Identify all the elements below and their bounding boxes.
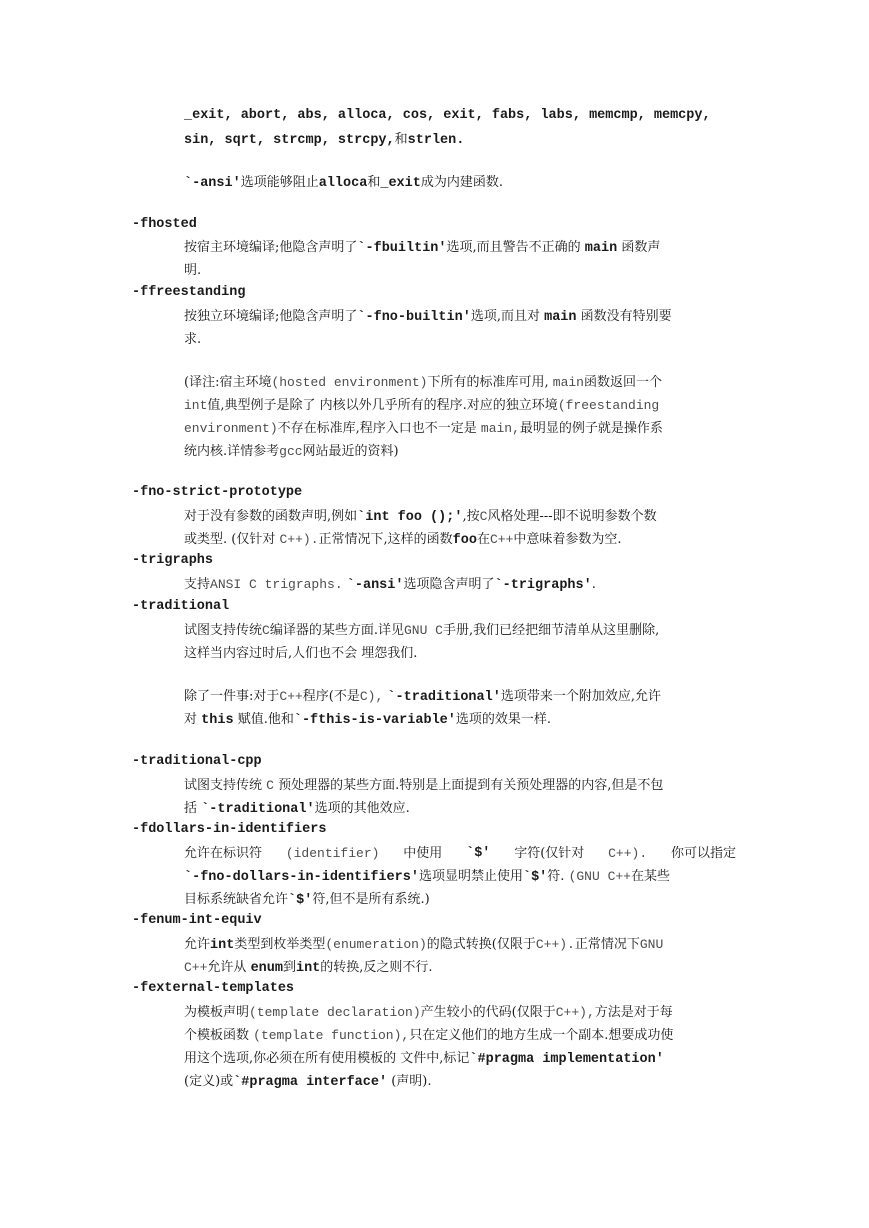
ansi-note: `-ansi'选项能够阻止alloca和_exit成为内建函数. [184, 175, 504, 191]
translator-note-line-4: 统内核.详情参考gcc网站最近的资料) [184, 444, 399, 459]
traditional-cpp-desc-line-2: 括 `-traditional'选项的其他效应. [184, 801, 410, 817]
option-term-fno-strict-prototype: -fno-strict-prototype [132, 485, 303, 500]
option-term-fhosted: -fhosted [132, 217, 197, 232]
trigraphs-desc-line-1: 支持ANSI C trigraphs. `-ansi'选项隐含声明了`-trigraphs'. [184, 577, 596, 593]
fenum-desc-line-1: 允许int类型到枚举类型(enumeration)的隐式转换(仅限于C++).正常情况下GNU [184, 937, 664, 953]
traditional-cpp-desc-line-1: 试图支持传统 C 预处理器的某些方面.特别是上面提到有关预处理器的内容,但是不包 [184, 778, 664, 793]
traditional-desc-line-2: 这样当内容过时后,人们也不会 埋怨我们. [184, 646, 418, 661]
option-term-fdollars-in-identifiers: -fdollars-in-identifiers [132, 822, 327, 837]
traditional-desc-line-1: 试图支持传统C编译器的某些方面.详见GNU C手册,我们已经把细节清单从这里删除, [184, 623, 660, 638]
builtin-list-line-2: sin, sqrt, strcmp, strcpy,和strlen. [184, 132, 465, 148]
traditional-extra-line-1: 除了一件事:对于C++程序(不是C), `-traditional'选项带来一个附加效应,允许 [184, 689, 661, 705]
fno-strict-desc-line-1: 对于没有参数的函数声明,例如`int foo ();',按C风格处理---即不说明参数个数 [184, 509, 657, 525]
fdollars-desc-line-2: `-fno-dollars-in-identifiers'选项显明禁止使用`$'符. (GNU C++在某些 [184, 869, 670, 885]
fhosted-desc-line-1: 按宿主环境编译;他隐含声明了`-fbuiltin'选项,而且警告不正确的 main 函数声 [184, 240, 661, 256]
fno-strict-desc-line-2: 或类型. (仅针对 C++).正常情况下,这样的函数foo在C++中意味着参数为空. [184, 532, 622, 548]
fdollars-desc-line-1: 允许在标识符 (identifier) 中使用 `$' 字符(仅针对 C++). 你可以指定 [184, 846, 736, 861]
ffreestanding-desc-line-2: 求. [184, 332, 202, 347]
option-term-trigraphs: -trigraphs [132, 553, 214, 568]
translator-note-line-1: (译注:宿主环境(hosted environment)下所有的标准库可用, main函数返回一个 [184, 375, 662, 390]
option-term-traditional: -traditional [132, 599, 230, 614]
fhosted-desc-line-2: 明. [184, 263, 202, 278]
fenum-desc-line-2: C++允许从 enum到int的转换,反之则不行. [184, 960, 433, 976]
builtin-list-line-1: _exit, abort, abs, alloca, cos, exit, fabs, labs, memcmp, memcpy, [184, 108, 711, 123]
fexternal-desc-line-2: 个模板函数 (template function),只在定义他们的地方生成一个副本.想要成功使 [184, 1028, 674, 1043]
option-term-fexternal-templates: -fexternal-templates [132, 981, 295, 996]
ffreestanding-desc-line-1: 按独立环境编译;他隐含声明了`-fno-builtin'选项,而且对 main 函数没有特别要 [184, 309, 672, 325]
option-term-fenum-int-equiv: -fenum-int-equiv [132, 913, 262, 928]
fexternal-desc-line-4: (定义)或`#pragma interface' (声明). [184, 1074, 432, 1090]
translator-note-line-3: environment)不存在标准库,程序入口也不一定是 main,最明显的例子就是操作系 [184, 421, 663, 436]
traditional-extra-line-2: 对 this 赋值.他和`-fthis-is-variable'选项的效果一样. [184, 712, 552, 728]
fdollars-desc-line-3: 目标系统缺省允许`$'符,但不是所有系统.) [184, 892, 430, 908]
option-term-traditional-cpp: -traditional-cpp [132, 754, 262, 769]
fexternal-desc-line-3: 用这个选项,你必须在所有使用模板的 文件中,标记`#pragma implementation' [184, 1051, 664, 1067]
fexternal-desc-line-1: 为模板声明(template declaration)产生较小的代码(仅限于C++),方法是对于每 [184, 1005, 673, 1020]
translator-note-line-2: int值,典型例子是除了 内核以外几乎所有的程序.对应的独立环境(freestanding [184, 398, 660, 413]
option-term-ffreestanding: -ffreestanding [132, 285, 246, 300]
